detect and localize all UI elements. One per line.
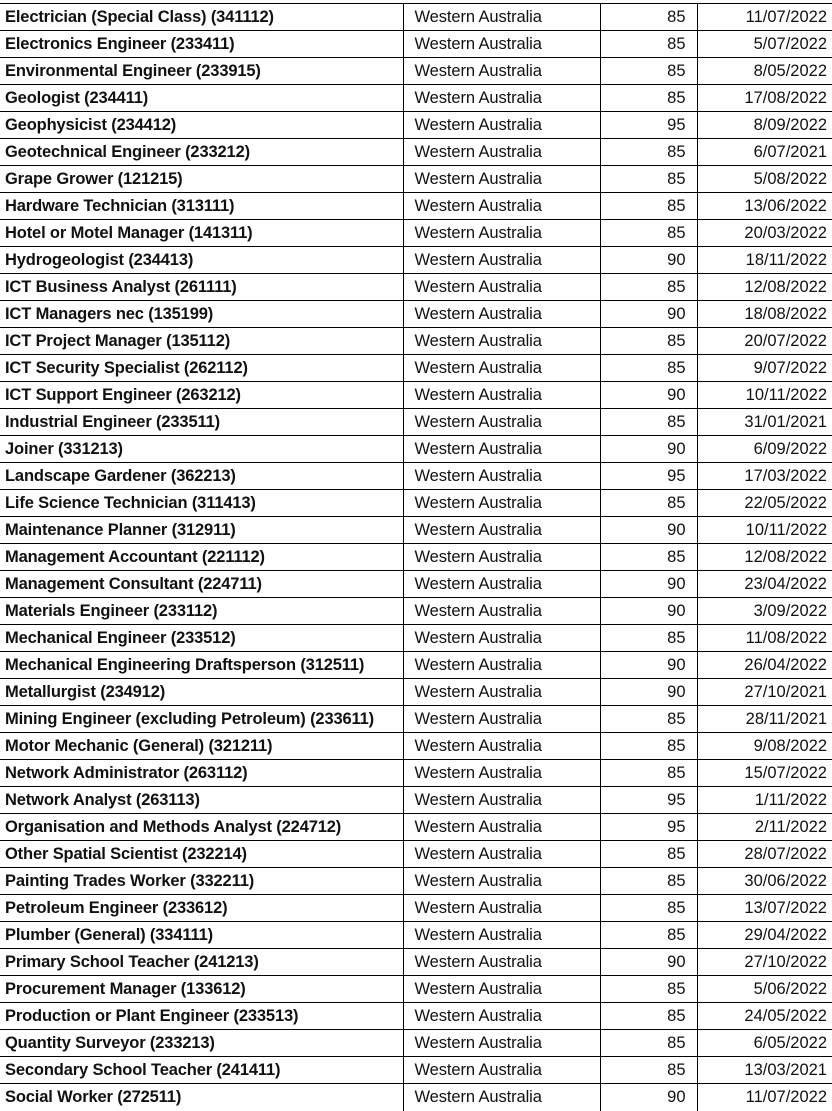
occupation-cell[interactable]: Organisation and Methods Analyst (224712) (0, 814, 403, 841)
occupation-cell[interactable]: Materials Engineer (233112) (0, 598, 403, 625)
state-cell[interactable]: Western Australia (403, 85, 600, 112)
occupation-cell[interactable]: Joiner (331213) (0, 436, 403, 463)
state-cell[interactable]: Western Australia (403, 922, 600, 949)
occupation-cell[interactable]: Production or Plant Engineer (233513) (0, 1003, 403, 1030)
state-cell[interactable]: Western Australia (403, 31, 600, 58)
table-row (0, 679, 832, 706)
table-row (0, 544, 832, 571)
invitation-date-cell[interactable]: 11/07/2022 (697, 1084, 832, 1111)
invitation-date-cell[interactable]: 28/11/2021 (697, 706, 832, 733)
points-score-cell[interactable]: 85 (600, 328, 697, 355)
invitation-date-cell[interactable]: 13/07/2022 (697, 895, 832, 922)
state-cell[interactable]: Western Australia (403, 1030, 600, 1057)
state-cell[interactable]: Western Australia (403, 4, 600, 31)
occupation-cell[interactable]: Hydrogeologist (234413) (0, 247, 403, 274)
points-score-cell[interactable]: 85 (600, 1057, 697, 1084)
invitation-date-cell[interactable]: 10/11/2022 (697, 382, 832, 409)
points-score-cell[interactable]: 85 (600, 355, 697, 382)
points-score-cell[interactable]: 85 (600, 1003, 697, 1030)
table-row (0, 814, 832, 841)
state-cell[interactable]: Western Australia (403, 652, 600, 679)
state-cell[interactable]: Western Australia (403, 328, 600, 355)
occupation-cell[interactable]: ICT Support Engineer (263212) (0, 382, 403, 409)
invitation-date-cell[interactable]: 13/06/2022 (697, 193, 832, 220)
occupation-cell[interactable]: Environmental Engineer (233915) (0, 58, 403, 85)
occupation-cell[interactable]: Hotel or Motel Manager (141311) (0, 220, 403, 247)
occupation-cell[interactable]: Network Analyst (263113) (0, 787, 403, 814)
table-row (0, 1057, 832, 1084)
invitation-date-cell[interactable]: 2/11/2022 (697, 814, 832, 841)
points-score-cell[interactable]: 90 (600, 247, 697, 274)
occupation-cell[interactable]: Secondary School Teacher (241411) (0, 1057, 403, 1084)
table-row (0, 760, 832, 787)
state-cell[interactable]: Western Australia (403, 1003, 600, 1030)
occupation-cell[interactable]: Painting Trades Worker (332211) (0, 868, 403, 895)
state-cell[interactable]: Western Australia (403, 733, 600, 760)
invitation-date-cell[interactable]: 6/05/2022 (697, 1030, 832, 1057)
occupation-cell[interactable]: Social Worker (272511) (0, 1084, 403, 1111)
table-row (0, 247, 832, 274)
invitation-date-cell[interactable]: 9/07/2022 (697, 355, 832, 382)
occupation-cell[interactable]: Geophysicist (234412) (0, 112, 403, 139)
state-cell[interactable]: Western Australia (403, 517, 600, 544)
state-cell[interactable]: Western Australia (403, 382, 600, 409)
occupation-cell[interactable]: Industrial Engineer (233511) (0, 409, 403, 436)
state-cell[interactable]: Western Australia (403, 1057, 600, 1084)
state-cell[interactable]: Western Australia (403, 247, 600, 274)
state-cell[interactable]: Western Australia (403, 625, 600, 652)
invitation-date-cell[interactable]: 31/01/2021 (697, 409, 832, 436)
table-row (0, 463, 832, 490)
invitation-date-cell[interactable]: 20/03/2022 (697, 220, 832, 247)
state-cell[interactable]: Western Australia (403, 814, 600, 841)
points-score-cell[interactable]: 85 (600, 841, 697, 868)
occupation-cell[interactable]: Geologist (234411) (0, 85, 403, 112)
table-row (0, 193, 832, 220)
points-score-cell[interactable]: 85 (600, 220, 697, 247)
table-row (0, 598, 832, 625)
table-row (0, 571, 832, 598)
invitation-date-cell[interactable]: 1/11/2022 (697, 787, 832, 814)
points-score-cell[interactable]: 90 (600, 949, 697, 976)
spreadsheet-region (0, 3, 832, 1111)
invitation-date-cell[interactable]: 24/05/2022 (697, 1003, 832, 1030)
table-row (0, 166, 832, 193)
points-score-cell[interactable]: 95 (600, 814, 697, 841)
points-score-cell[interactable]: 90 (600, 301, 697, 328)
occupation-cell[interactable]: Maintenance Planner (312911) (0, 517, 403, 544)
state-cell[interactable]: Western Australia (403, 463, 600, 490)
table-row (0, 787, 832, 814)
invitation-date-cell[interactable]: 12/08/2022 (697, 544, 832, 571)
state-cell[interactable]: Western Australia (403, 436, 600, 463)
invitation-date-cell[interactable]: 3/09/2022 (697, 598, 832, 625)
invitation-date-cell[interactable]: 8/05/2022 (697, 58, 832, 85)
table-row (0, 517, 832, 544)
state-cell[interactable]: Western Australia (403, 760, 600, 787)
table-row (0, 1003, 832, 1030)
table-row (0, 4, 832, 31)
points-score-cell[interactable]: 85 (600, 58, 697, 85)
table-row (0, 58, 832, 85)
table-row (0, 949, 832, 976)
table-row (0, 1030, 832, 1057)
points-score-cell[interactable]: 85 (600, 139, 697, 166)
state-cell[interactable]: Western Australia (403, 1084, 600, 1111)
occupation-cell[interactable]: Metallurgist (234912) (0, 679, 403, 706)
invitation-date-cell[interactable]: 30/06/2022 (697, 868, 832, 895)
points-score-cell[interactable]: 85 (600, 922, 697, 949)
occupation-cell[interactable]: Landscape Gardener (362213) (0, 463, 403, 490)
table-row (0, 652, 832, 679)
state-cell[interactable]: Western Australia (403, 409, 600, 436)
occupation-cell[interactable]: Life Science Technician (311413) (0, 490, 403, 517)
points-score-cell[interactable]: 85 (600, 625, 697, 652)
invitation-date-cell[interactable]: 9/08/2022 (697, 733, 832, 760)
state-cell[interactable]: Western Australia (403, 841, 600, 868)
table-row (0, 1084, 832, 1111)
table-row (0, 868, 832, 895)
points-score-cell[interactable]: 85 (600, 760, 697, 787)
occupation-cell[interactable]: Other Spatial Scientist (232214) (0, 841, 403, 868)
table-row (0, 841, 832, 868)
state-cell[interactable]: Western Australia (403, 598, 600, 625)
points-score-cell[interactable]: 85 (600, 976, 697, 1003)
points-score-cell[interactable]: 85 (600, 544, 697, 571)
state-cell[interactable]: Western Australia (403, 895, 600, 922)
points-score-cell[interactable]: 90 (600, 679, 697, 706)
state-cell[interactable]: Western Australia (403, 976, 600, 1003)
invitation-date-cell[interactable]: 18/08/2022 (697, 301, 832, 328)
invitation-date-cell[interactable]: 6/09/2022 (697, 436, 832, 463)
invitation-date-cell[interactable]: 29/04/2022 (697, 922, 832, 949)
table-row (0, 274, 832, 301)
occupation-cell[interactable]: Management Accountant (221112) (0, 544, 403, 571)
occupation-cell[interactable]: Primary School Teacher (241213) (0, 949, 403, 976)
invitation-date-cell[interactable]: 28/07/2022 (697, 841, 832, 868)
points-score-cell[interactable]: 85 (600, 31, 697, 58)
table-row (0, 301, 832, 328)
table-row (0, 733, 832, 760)
points-score-cell[interactable]: 90 (600, 517, 697, 544)
points-score-cell[interactable]: 85 (600, 409, 697, 436)
state-cell[interactable]: Western Australia (403, 787, 600, 814)
invitation-date-cell[interactable]: 6/07/2021 (697, 139, 832, 166)
invitation-date-cell[interactable]: 15/07/2022 (697, 760, 832, 787)
points-score-cell[interactable]: 95 (600, 463, 697, 490)
table-row (0, 112, 832, 139)
table-row (0, 139, 832, 166)
table-row (0, 490, 832, 517)
occupation-cell[interactable]: Geotechnical Engineer (233212) (0, 139, 403, 166)
state-cell[interactable]: Western Australia (403, 301, 600, 328)
state-cell[interactable]: Western Australia (403, 949, 600, 976)
invitation-date-cell[interactable]: 18/11/2022 (697, 247, 832, 274)
invitation-date-cell[interactable]: 22/05/2022 (697, 490, 832, 517)
points-score-cell[interactable]: 90 (600, 382, 697, 409)
occupation-cell[interactable]: Electrician (Special Class) (341112) (0, 4, 403, 31)
table-row (0, 625, 832, 652)
invitation-date-cell[interactable]: 5/06/2022 (697, 976, 832, 1003)
state-cell[interactable]: Western Australia (403, 166, 600, 193)
state-cell[interactable]: Western Australia (403, 274, 600, 301)
invitation-date-cell[interactable]: 27/10/2021 (697, 679, 832, 706)
occupation-cell[interactable]: ICT Business Analyst (261111) (0, 274, 403, 301)
table-row (0, 355, 832, 382)
points-score-cell[interactable]: 85 (600, 868, 697, 895)
invitation-date-cell[interactable]: 27/10/2022 (697, 949, 832, 976)
invitation-date-cell[interactable]: 8/09/2022 (697, 112, 832, 139)
state-cell[interactable]: Western Australia (403, 706, 600, 733)
state-cell[interactable]: Western Australia (403, 679, 600, 706)
invitation-date-cell[interactable]: 11/07/2022 (697, 4, 832, 31)
points-score-cell[interactable]: 85 (600, 166, 697, 193)
invitation-date-cell[interactable]: 5/07/2022 (697, 31, 832, 58)
invitation-date-cell[interactable]: 12/08/2022 (697, 274, 832, 301)
state-cell[interactable]: Western Australia (403, 868, 600, 895)
table-row (0, 706, 832, 733)
table-row (0, 85, 832, 112)
table-row (0, 220, 832, 247)
invitation-date-cell[interactable]: 20/07/2022 (697, 328, 832, 355)
occupation-cell[interactable]: Petroleum Engineer (233612) (0, 895, 403, 922)
points-score-cell[interactable]: 85 (600, 4, 697, 31)
points-score-cell[interactable]: 90 (600, 571, 697, 598)
occupation-cell[interactable]: Grape Grower (121215) (0, 166, 403, 193)
occupation-cell[interactable]: Mechanical Engineering Draftsperson (312511) (0, 652, 403, 679)
occupation-cell[interactable]: Network Administrator (263112) (0, 760, 403, 787)
points-score-cell[interactable]: 85 (600, 895, 697, 922)
table-row (0, 436, 832, 463)
invitation-date-cell[interactable]: 11/08/2022 (697, 625, 832, 652)
occupation-cell[interactable]: ICT Project Manager (135112) (0, 328, 403, 355)
state-cell[interactable]: Western Australia (403, 112, 600, 139)
points-score-cell[interactable]: 85 (600, 1030, 697, 1057)
occupation-cell[interactable]: Plumber (General) (334111) (0, 922, 403, 949)
occupation-cell[interactable]: Motor Mechanic (General) (321211) (0, 733, 403, 760)
state-cell[interactable]: Western Australia (403, 139, 600, 166)
table-row (0, 922, 832, 949)
occupation-cell[interactable]: ICT Security Specialist (262112) (0, 355, 403, 382)
occupation-cell[interactable]: Management Consultant (224711) (0, 571, 403, 598)
table-row (0, 328, 832, 355)
occupation-cell[interactable]: Mechanical Engineer (233512) (0, 625, 403, 652)
points-score-cell[interactable]: 85 (600, 706, 697, 733)
points-score-cell[interactable]: 90 (600, 598, 697, 625)
table-row (0, 976, 832, 1003)
occupation-cell[interactable]: Mining Engineer (excluding Petroleum) (233611) (0, 706, 403, 733)
table-body (0, 4, 832, 1111)
table-row (0, 895, 832, 922)
occupation-cell[interactable]: ICT Managers nec (135199) (0, 301, 403, 328)
points-score-cell[interactable]: 90 (600, 436, 697, 463)
points-score-cell[interactable]: 90 (600, 1084, 697, 1111)
state-cell[interactable]: Western Australia (403, 58, 600, 85)
points-score-cell[interactable]: 85 (600, 490, 697, 517)
invitation-date-cell[interactable]: 5/08/2022 (697, 166, 832, 193)
invitation-date-cell[interactable]: 10/11/2022 (697, 517, 832, 544)
points-score-cell[interactable]: 85 (600, 733, 697, 760)
invitation-date-cell[interactable]: 26/04/2022 (697, 652, 832, 679)
invitation-date-cell[interactable]: 23/04/2022 (697, 571, 832, 598)
points-score-cell[interactable]: 85 (600, 274, 697, 301)
table-row (0, 409, 832, 436)
occupation-cell[interactable]: Quantity Surveyor (233213) (0, 1030, 403, 1057)
state-cell[interactable]: Western Australia (403, 220, 600, 247)
occupation-cell[interactable]: Hardware Technician (313111) (0, 193, 403, 220)
occupation-cell[interactable]: Procurement Manager (133612) (0, 976, 403, 1003)
table-row (0, 382, 832, 409)
points-score-cell[interactable]: 95 (600, 787, 697, 814)
state-cell[interactable]: Western Australia (403, 193, 600, 220)
occupation-cell[interactable]: Electronics Engineer (233411) (0, 31, 403, 58)
points-score-cell[interactable]: 85 (600, 193, 697, 220)
state-cell[interactable]: Western Australia (403, 490, 600, 517)
points-score-cell[interactable]: 95 (600, 112, 697, 139)
state-cell[interactable]: Western Australia (403, 571, 600, 598)
table-row (0, 31, 832, 58)
points-score-cell[interactable]: 85 (600, 85, 697, 112)
invitation-date-cell[interactable]: 13/03/2021 (697, 1057, 832, 1084)
points-score-cell[interactable]: 90 (600, 652, 697, 679)
invitation-date-cell[interactable]: 17/08/2022 (697, 85, 832, 112)
state-cell[interactable]: Western Australia (403, 355, 600, 382)
state-cell[interactable]: Western Australia (403, 544, 600, 571)
occupation-invitation-table (0, 3, 832, 1111)
invitation-date-cell[interactable]: 17/03/2022 (697, 463, 832, 490)
